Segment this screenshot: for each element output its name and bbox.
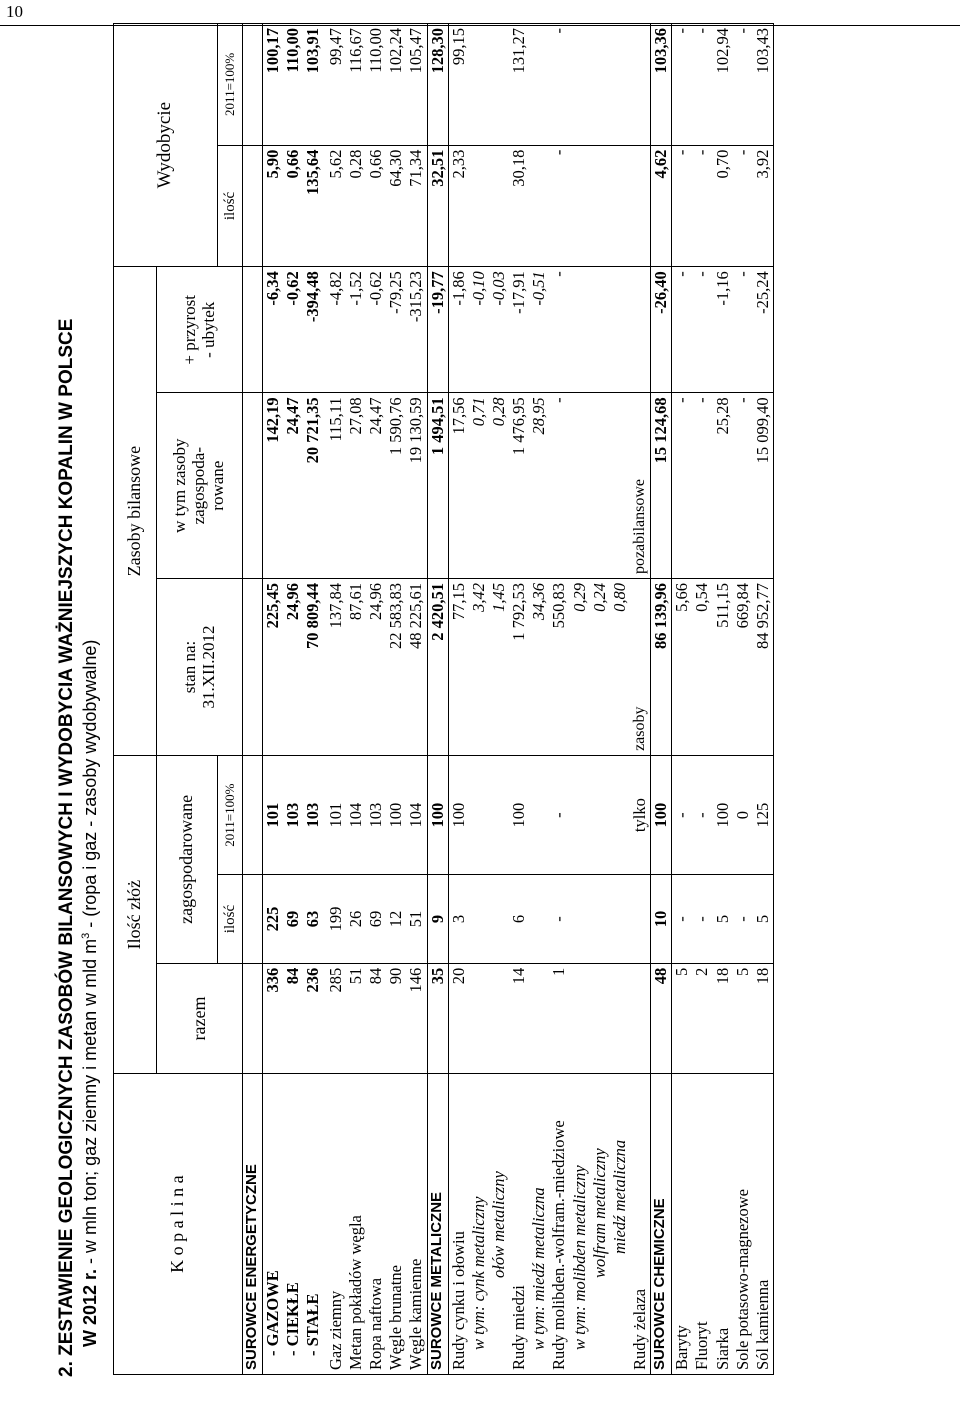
cell-razem — [630, 963, 651, 1074]
cell-stan-zasobow: 669,84 — [733, 579, 753, 756]
cell-stan-zasobow: 0,29 — [570, 579, 590, 756]
row-label: SUROWCE CHEMICZNE — [651, 1074, 672, 1375]
cell-przyrost-ubytek: -25,24 — [753, 267, 774, 393]
header-stan-na-label: stan na: — [179, 640, 199, 694]
cell-zagospodarowane-index: 103 — [283, 755, 303, 874]
cell-razem — [489, 963, 509, 1074]
cell-zagospodarowane-ilosc: 51 — [406, 875, 427, 963]
row-label: SUROWCE ENERGETYCZNE — [243, 1074, 263, 1375]
cell-wydobycie-ilosc: 64,30 — [386, 145, 406, 267]
cell-zagospodarowane-ilosc: 69 — [366, 875, 386, 963]
cell-zasoby-zagospodarowane: pozabilansowe — [630, 393, 651, 579]
cell-razem — [610, 963, 630, 1074]
cell-stan-zasobow: 550,83 — [549, 579, 569, 756]
cell-razem: 90 — [386, 963, 406, 1074]
cell-wydobycie-ilosc: 5,90 — [262, 145, 283, 267]
cell-zagospodarowane-ilosc: - — [692, 875, 712, 963]
row-label: - CIEKŁE — [283, 1074, 303, 1375]
header-index-2011: 2011=100% — [218, 755, 243, 874]
cell-zagospodarowane-index: 100 — [651, 755, 672, 874]
cell-stan-zasobow: 87,61 — [346, 579, 366, 756]
page-number: 10 — [6, 2, 23, 21]
cell-razem — [469, 963, 489, 1074]
cell-zasoby-zagospodarowane — [590, 393, 610, 579]
table-row — [692, 24, 712, 1375]
table-row — [610, 24, 630, 1375]
table-row — [386, 24, 406, 1375]
cell-wydobycie-ilosc: 2,33 — [448, 145, 469, 267]
header-index-2011-wydobycie: 2011=100% — [218, 24, 243, 146]
cell-wydobycie-index: 103,91 — [303, 24, 323, 146]
cell-stan-zasobow — [243, 579, 263, 756]
cell-stan-zasobow: 86 139,96 — [651, 579, 672, 756]
table-row — [283, 24, 303, 1375]
cell-zagospodarowane-index — [489, 755, 509, 874]
header-stan-na-date: 31.XII.2012 — [198, 625, 218, 709]
cell-zagospodarowane-index: - — [692, 755, 712, 874]
header-zagospodarowane: zagospodarowane — [157, 755, 218, 963]
cell-wydobycie-index: 116,67 — [346, 24, 366, 146]
cell-zagospodarowane-index: 100 — [427, 755, 448, 874]
cell-razem: 1 — [549, 963, 569, 1074]
table-title: 2. ZESTAWIENIE GEOLOGICZNYCH ZASOBÓW BILANSOWYCH I WYDOBYCIA WAŻNIEJSZYCH KOPALIN W POLSCE — [56, 318, 77, 1377]
cell-wydobycie-index: 128,30 — [427, 24, 448, 146]
cell-przyrost-ubytek — [630, 267, 651, 393]
table-row — [753, 24, 774, 1375]
cell-razem: 84 — [283, 963, 303, 1074]
cell-wydobycie-index: - — [549, 24, 569, 146]
cell-stan-zasobow: 3,42 — [469, 579, 489, 756]
row-label: Sole potasowo-magnezowe — [733, 1074, 753, 1375]
cell-wydobycie-index: - — [672, 24, 693, 146]
cell-razem: 146 — [406, 963, 427, 1074]
cell-stan-zasobow: 137,84 — [323, 579, 346, 756]
cell-zagospodarowane-ilosc — [489, 875, 509, 963]
cell-zagospodarowane-ilosc: - — [672, 875, 693, 963]
cell-przyrost-ubytek: - — [549, 267, 569, 393]
resources-table — [113, 23, 774, 1375]
cell-wydobycie-ilosc: 0,70 — [713, 145, 733, 267]
table-row — [366, 24, 386, 1375]
row-label: Węgle kamienne — [406, 1074, 427, 1375]
cell-przyrost-ubytek: -315,23 — [406, 267, 427, 393]
cell-wydobycie-ilosc — [243, 145, 263, 267]
cell-zagospodarowane-index: 104 — [406, 755, 427, 874]
cell-stan-zasobow: 2 420,51 — [427, 579, 448, 756]
cell-zasoby-zagospodarowane: 0,28 — [489, 393, 509, 579]
cell-przyrost-ubytek: -0,62 — [366, 267, 386, 393]
cell-razem: 236 — [303, 963, 323, 1074]
cell-zagospodarowane-index — [243, 755, 263, 874]
cell-przyrost-ubytek: -26,40 — [651, 267, 672, 393]
cell-zagospodarowane-index — [529, 755, 549, 874]
cell-zagospodarowane-index: 100 — [713, 755, 733, 874]
title-unit-note: - (ropa i gaz - zasoby wydobywalne) — [80, 639, 100, 933]
header-razem: razem — [157, 963, 243, 1074]
cell-zasoby-zagospodarowane: - — [733, 393, 753, 579]
cell-zasoby-zagospodarowane: 1 590,76 — [386, 393, 406, 579]
cell-przyrost-ubytek: - — [672, 267, 693, 393]
row-label: w tym: cynk metaliczny — [469, 1074, 489, 1375]
cell-zagospodarowane-ilosc — [243, 875, 263, 963]
cell-zagospodarowane-ilosc: 199 — [323, 875, 346, 963]
cell-stan-zasobow: 511,15 — [713, 579, 733, 756]
cell-zasoby-zagospodarowane: 15 124,68 — [651, 393, 672, 579]
header-wydobycie: Wydobycie — [114, 24, 218, 267]
cell-razem: 84 — [366, 963, 386, 1074]
cell-stan-zasobow: 77,15 — [448, 579, 469, 756]
cell-przyrost-ubytek: -1,52 — [346, 267, 366, 393]
cell-razem — [243, 963, 263, 1074]
table-row — [733, 24, 753, 1375]
table-row — [406, 24, 427, 1375]
cell-wydobycie-index: 99,47 — [323, 24, 346, 146]
row-label: miedź metaliczna — [610, 1074, 630, 1375]
table-row — [489, 24, 509, 1375]
cell-wydobycie-ilosc — [529, 145, 549, 267]
cell-zasoby-zagospodarowane: 1 476,95 — [509, 393, 529, 579]
cell-zasoby-zagospodarowane: 15 099,40 — [753, 393, 774, 579]
header-ilosc: ilość — [218, 875, 243, 963]
cell-wydobycie-index — [489, 24, 509, 146]
row-label: Gaz ziemny — [323, 1074, 346, 1375]
table-row — [529, 24, 549, 1375]
cell-stan-zasobow: 5,66 — [672, 579, 693, 756]
cell-stan-zasobow: 24,96 — [283, 579, 303, 756]
cell-stan-zasobow: zasoby — [630, 579, 651, 756]
cell-zasoby-zagospodarowane — [570, 393, 590, 579]
header-w-tym-line3: rowane — [207, 460, 227, 511]
cell-stan-zasobow: 84 952,77 — [753, 579, 774, 756]
cell-zagospodarowane-ilosc: 6 — [509, 875, 529, 963]
table-row — [549, 24, 569, 1375]
cell-zagospodarowane-ilosc: 5 — [753, 875, 774, 963]
cell-wydobycie-index: 110,00 — [366, 24, 386, 146]
cell-razem: 18 — [713, 963, 733, 1074]
table-row — [509, 24, 529, 1375]
row-label: - STAŁE — [303, 1074, 323, 1375]
cell-wydobycie-ilosc: 30,18 — [509, 145, 529, 267]
cell-wydobycie-index — [590, 24, 610, 146]
header-w-tym-line1: w tym zasoby — [170, 438, 190, 533]
table-body — [243, 24, 774, 1375]
cell-zagospodarowane-ilosc: 10 — [651, 875, 672, 963]
cell-stan-zasobow: 70 809,44 — [303, 579, 323, 756]
table-row — [630, 24, 651, 1375]
title-year: W 2012 r. — [80, 1268, 100, 1347]
cell-przyrost-ubytek: -79,25 — [386, 267, 406, 393]
table-row — [427, 24, 448, 1375]
cell-stan-zasobow: 0,24 — [590, 579, 610, 756]
header-ilosc-zloz: Ilość złóż — [114, 755, 157, 1073]
cell-zasoby-zagospodarowane: 24,47 — [283, 393, 303, 579]
title-unit: - w mln ton; gaz ziemny i metan w mld m — [80, 938, 100, 1269]
cell-zasoby-zagospodarowane: 1 494,51 — [427, 393, 448, 579]
cell-wydobycie-index: 102,94 — [713, 24, 733, 146]
cell-zagospodarowane-ilosc — [610, 875, 630, 963]
cell-wydobycie-index — [243, 24, 263, 146]
cell-wydobycie-ilosc — [570, 145, 590, 267]
row-label: ołów metaliczny — [489, 1074, 509, 1375]
cell-wydobycie-ilosc: - — [692, 145, 712, 267]
row-label: Rudy cynku i ołowiu — [448, 1074, 469, 1375]
cell-razem: 35 — [427, 963, 448, 1074]
cell-zagospodarowane-index: 103 — [366, 755, 386, 874]
table-row — [323, 24, 346, 1375]
cell-zagospodarowane-ilosc: - — [733, 875, 753, 963]
cell-zagospodarowane-index: 100 — [509, 755, 529, 874]
cell-zagospodarowane-index: 0 — [733, 755, 753, 874]
header-przyrost-ubytek — [157, 267, 243, 393]
table-row — [303, 24, 323, 1375]
row-label: Sól kamienna — [753, 1074, 774, 1375]
table-row — [590, 24, 610, 1375]
table-row — [469, 24, 489, 1375]
cell-stan-zasobow: 0,54 — [692, 579, 712, 756]
row-label: Rudy żelaza — [630, 1074, 651, 1375]
cell-zagospodarowane-ilosc: 26 — [346, 875, 366, 963]
header-kopalina: K o p a l i n a — [114, 1074, 243, 1375]
cell-przyrost-ubytek: -394,48 — [303, 267, 323, 393]
table-row — [346, 24, 366, 1375]
cell-razem — [570, 963, 590, 1074]
cell-przyrost-ubytek: - — [733, 267, 753, 393]
header-ubytek: - ubytek — [198, 301, 218, 358]
cell-przyrost-ubytek: -0,10 — [469, 267, 489, 393]
cell-zagospodarowane-index: 103 — [303, 755, 323, 874]
cell-wydobycie-ilosc: 0,66 — [283, 145, 303, 267]
row-label: Węgle brunatne — [386, 1074, 406, 1375]
cell-zagospodarowane-ilosc: 9 — [427, 875, 448, 963]
cell-razem: 285 — [323, 963, 346, 1074]
table-row — [672, 24, 693, 1375]
cell-zagospodarowane-ilosc: 63 — [303, 875, 323, 963]
cell-zagospodarowane-ilosc — [630, 875, 651, 963]
cell-wydobycie-ilosc: 71,34 — [406, 145, 427, 267]
cell-zasoby-zagospodarowane: - — [672, 393, 693, 579]
header-w-tym-line2: zagospoda- — [189, 446, 209, 525]
cell-wydobycie-ilosc: - — [549, 145, 569, 267]
cell-wydobycie-ilosc: - — [733, 145, 753, 267]
row-label: Rudy molibden.-wolfram.-miedziowe — [549, 1074, 569, 1375]
cell-stan-zasobow: 48 225,61 — [406, 579, 427, 756]
table-row — [448, 24, 469, 1375]
cell-zasoby-zagospodarowane: - — [692, 393, 712, 579]
cell-zasoby-zagospodarowane: 0,71 — [469, 393, 489, 579]
cell-zagospodarowane-ilosc: 225 — [262, 875, 283, 963]
cell-wydobycie-index — [630, 24, 651, 146]
cell-wydobycie-index: 105,47 — [406, 24, 427, 146]
cell-zagospodarowane-index: - — [672, 755, 693, 874]
cell-stan-zasobow: 22 583,83 — [386, 579, 406, 756]
cell-wydobycie-ilosc — [590, 145, 610, 267]
cell-wydobycie-ilosc — [630, 145, 651, 267]
cell-przyrost-ubytek: -19,77 — [427, 267, 448, 393]
cell-wydobycie-ilosc: - — [672, 145, 693, 267]
cell-razem — [529, 963, 549, 1074]
cell-zasoby-zagospodarowane: 25,28 — [713, 393, 733, 579]
cell-zasoby-zagospodarowane: 24,47 — [366, 393, 386, 579]
table-row — [243, 24, 263, 1375]
cell-wydobycie-index: 103,43 — [753, 24, 774, 146]
header-przyrost: + przyrost — [179, 295, 199, 365]
cell-zagospodarowane-index: 104 — [346, 755, 366, 874]
cell-przyrost-ubytek: -1,86 — [448, 267, 469, 393]
row-label: Baryty — [672, 1074, 693, 1375]
cell-wydobycie-ilosc: 0,28 — [346, 145, 366, 267]
cell-zagospodarowane-index — [590, 755, 610, 874]
cell-zagospodarowane-index: 125 — [753, 755, 774, 874]
row-label: - GAZOWE — [262, 1074, 283, 1375]
cell-razem: 48 — [651, 963, 672, 1074]
cell-zasoby-zagospodarowane: 115,11 — [323, 393, 346, 579]
header-stan-na — [157, 579, 243, 756]
cell-wydobycie-index — [610, 24, 630, 146]
header-w-tym-zasoby — [157, 393, 243, 579]
cell-zagospodarowane-ilosc: 5 — [713, 875, 733, 963]
cell-wydobycie-ilosc — [469, 145, 489, 267]
cell-przyrost-ubytek — [590, 267, 610, 393]
cell-przyrost-ubytek: -6,34 — [262, 267, 283, 393]
row-label: w tym: molibden metaliczny — [570, 1074, 590, 1375]
cell-przyrost-ubytek: -0,51 — [529, 267, 549, 393]
cell-razem: 5 — [733, 963, 753, 1074]
table-row — [713, 24, 733, 1375]
cell-zagospodarowane-index: - — [549, 755, 569, 874]
cell-zagospodarowane-index: tylko — [630, 755, 651, 874]
cell-przyrost-ubytek: -0,03 — [489, 267, 509, 393]
cell-stan-zasobow: 225,45 — [262, 579, 283, 756]
cell-zagospodarowane-index: 101 — [262, 755, 283, 874]
cell-wydobycie-ilosc: 135,64 — [303, 145, 323, 267]
cell-zagospodarowane-ilosc: 69 — [283, 875, 303, 963]
cell-zagospodarowane-ilosc — [529, 875, 549, 963]
cell-wydobycie-ilosc: 3,92 — [753, 145, 774, 267]
cell-przyrost-ubytek — [610, 267, 630, 393]
cell-zagospodarowane-index: 100 — [448, 755, 469, 874]
cell-razem: 18 — [753, 963, 774, 1074]
cell-zasoby-zagospodarowane: 27,08 — [346, 393, 366, 579]
cell-wydobycie-index: 110,00 — [283, 24, 303, 146]
cell-razem — [590, 963, 610, 1074]
header-ilosc-wydobycie: ilość — [218, 145, 243, 267]
cell-zagospodarowane-ilosc: 12 — [386, 875, 406, 963]
table-subtitle — [80, 640, 101, 1347]
cell-wydobycie-index — [570, 24, 590, 146]
cell-wydobycie-ilosc: 4,62 — [651, 145, 672, 267]
cell-zagospodarowane-index — [469, 755, 489, 874]
cell-razem: 20 — [448, 963, 469, 1074]
row-label: Rudy miedzi — [509, 1074, 529, 1375]
cell-razem: 2 — [692, 963, 712, 1074]
table-row — [262, 24, 283, 1375]
cell-wydobycie-ilosc: 5,62 — [323, 145, 346, 267]
row-label: Siarka — [713, 1074, 733, 1375]
cell-wydobycie-ilosc: 32,51 — [427, 145, 448, 267]
cell-razem: 51 — [346, 963, 366, 1074]
header-zasoby-bilansowe: Zasoby bilansowe — [114, 267, 157, 756]
row-label: wolfram metaliczny — [590, 1074, 610, 1375]
row-label: SUROWCE METALICZNE — [427, 1074, 448, 1375]
cell-stan-zasobow: 1 792,53 — [509, 579, 529, 756]
cell-zasoby-zagospodarowane: 17,56 — [448, 393, 469, 579]
title-unit-superscript: 3 — [80, 932, 92, 939]
cell-zagospodarowane-index — [610, 755, 630, 874]
cell-przyrost-ubytek: -4,82 — [323, 267, 346, 393]
cell-zagospodarowane-ilosc — [469, 875, 489, 963]
cell-zagospodarowane-ilosc: 3 — [448, 875, 469, 963]
row-label: Fluoryt — [692, 1074, 712, 1375]
cell-wydobycie-ilosc — [610, 145, 630, 267]
cell-zagospodarowane-ilosc — [570, 875, 590, 963]
cell-przyrost-ubytek: -0,62 — [283, 267, 303, 393]
cell-zagospodarowane-index — [570, 755, 590, 874]
cell-stan-zasobow: 0,80 — [610, 579, 630, 756]
cell-przyrost-ubytek: - — [692, 267, 712, 393]
row-label: w tym: miedź metaliczna — [529, 1074, 549, 1375]
cell-zasoby-zagospodarowane: 28,95 — [529, 393, 549, 579]
row-label: Metan pokładów węgla — [346, 1074, 366, 1375]
cell-zasoby-zagospodarowane — [610, 393, 630, 579]
cell-zasoby-zagospodarowane: 142,19 — [262, 393, 283, 579]
cell-zasoby-zagospodarowane: 19 130,59 — [406, 393, 427, 579]
cell-przyrost-ubytek: -17,91 — [509, 267, 529, 393]
cell-stan-zasobow: 24,96 — [366, 579, 386, 756]
cell-wydobycie-index: - — [733, 24, 753, 146]
cell-zagospodarowane-index: 101 — [323, 755, 346, 874]
cell-wydobycie-index: 131,27 — [509, 24, 529, 146]
row-label: Ropa naftowa — [366, 1074, 386, 1375]
cell-zagospodarowane-ilosc — [590, 875, 610, 963]
table-row — [570, 24, 590, 1375]
cell-wydobycie-index: - — [692, 24, 712, 146]
table-header — [114, 24, 243, 1375]
cell-razem: 5 — [672, 963, 693, 1074]
cell-wydobycie-index — [529, 24, 549, 146]
cell-stan-zasobow: 1,45 — [489, 579, 509, 756]
cell-zasoby-zagospodarowane: 20 721,35 — [303, 393, 323, 579]
cell-przyrost-ubytek — [243, 267, 263, 393]
cell-razem: 336 — [262, 963, 283, 1074]
cell-zagospodarowane-ilosc: - — [549, 875, 569, 963]
cell-wydobycie-index: 102,24 — [386, 24, 406, 146]
cell-zagospodarowane-index: 100 — [386, 755, 406, 874]
cell-wydobycie-index: 99,15 — [448, 24, 469, 146]
cell-zasoby-zagospodarowane: - — [549, 393, 569, 579]
cell-wydobycie-index — [469, 24, 489, 146]
cell-przyrost-ubytek: -1,16 — [713, 267, 733, 393]
cell-wydobycie-index: 100,17 — [262, 24, 283, 146]
cell-wydobycie-ilosc — [489, 145, 509, 267]
cell-stan-zasobow: 34,36 — [529, 579, 549, 756]
cell-przyrost-ubytek — [570, 267, 590, 393]
table-row — [651, 24, 672, 1375]
cell-wydobycie-index: 103,36 — [651, 24, 672, 146]
cell-razem: 14 — [509, 963, 529, 1074]
cell-zasoby-zagospodarowane — [243, 393, 263, 579]
cell-wydobycie-ilosc: 0,66 — [366, 145, 386, 267]
